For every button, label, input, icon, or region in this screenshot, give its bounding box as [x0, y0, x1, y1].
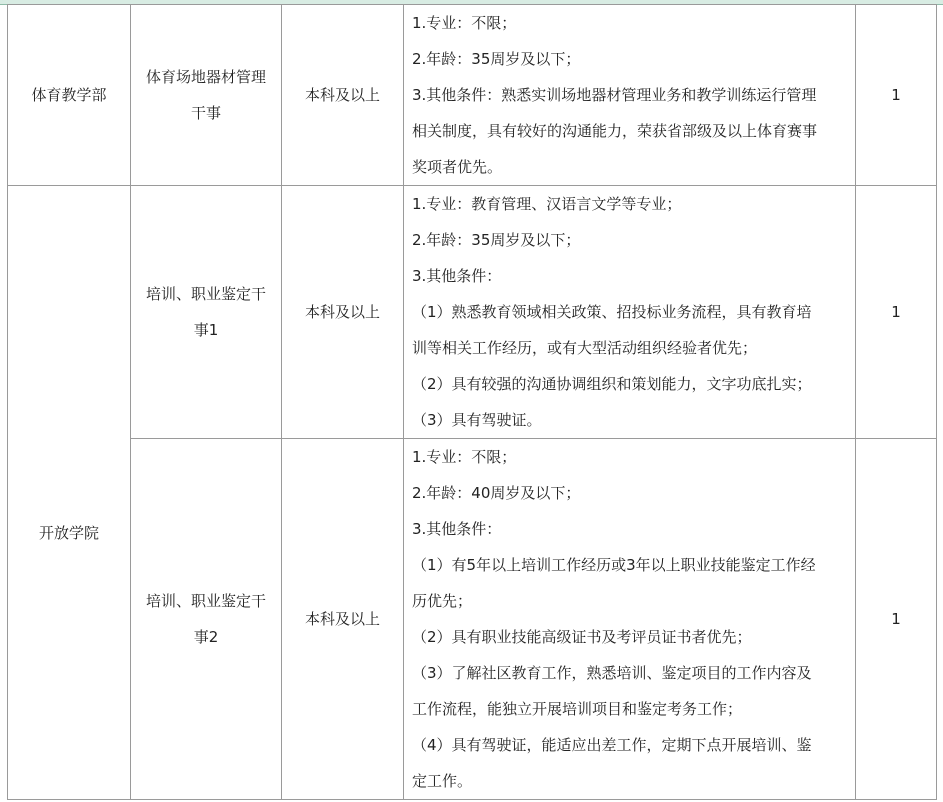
headcount-value: 1	[891, 610, 901, 628]
position-cell	[131, 186, 282, 439]
requirements-cell	[404, 186, 856, 439]
requirements-cell	[404, 439, 856, 800]
headcount-value: 1	[891, 86, 901, 104]
requirement-line: 1.专业：不限；	[412, 448, 517, 466]
requirement-line: 相关制度，具有较好的沟通能力，荣获省部级及以上体育赛事	[412, 122, 818, 140]
requirement-line: 2.年龄：40周岁及以下；	[412, 484, 581, 502]
position-line: 事2	[193, 628, 219, 646]
requirement-line: 1.专业：教育管理、汉语言文学等专业；	[412, 195, 682, 213]
education-cell	[282, 186, 404, 439]
requirement-line: （3）具有驾驶证。	[412, 411, 542, 429]
department-cell	[8, 5, 131, 186]
table-row	[8, 186, 937, 439]
requirement-line: 3.其他条件：	[412, 267, 502, 285]
requirement-line: （2）具有职业技能高级证书及考评员证书者优先；	[412, 628, 752, 646]
requirement-line: （2）具有较强的沟通协调组织和策划能力，文字功底扎实；	[412, 375, 812, 393]
requirement-line: （1）熟悉教育领域相关政策、招投标业务流程，具有教育培	[412, 303, 812, 321]
headcount-value: 1	[891, 303, 901, 321]
table-row	[8, 5, 937, 186]
requirement-line: 3.其他条件：熟悉实训场地器材管理业务和教学训练运行管理	[412, 86, 817, 104]
requirement-line: 2.年龄：35周岁及以下；	[412, 50, 581, 68]
headcount-cell	[856, 186, 937, 439]
department-cell	[8, 186, 131, 800]
requirement-line: 3.其他条件：	[412, 520, 502, 538]
requirement-line: 定工作。	[412, 772, 473, 790]
headcount-cell	[856, 5, 937, 186]
position-line: 事1	[193, 321, 219, 339]
headcount-cell	[856, 439, 937, 800]
education-label: 本科及以上	[304, 86, 380, 104]
requirement-line: 2.年龄：35周岁及以下；	[412, 231, 581, 249]
position-line: 干事	[190, 104, 221, 122]
position-line: 体育场地器材管理	[145, 68, 266, 86]
position-cell	[131, 439, 282, 800]
education-cell	[282, 5, 404, 186]
requirement-line: （1）有5年以上培训工作经历或3年以上职业技能鉴定工作经	[412, 556, 816, 574]
requirement-line: 工作流程，能独立开展培训项目和鉴定考务工作；	[412, 700, 743, 718]
requirement-line: 训等相关工作经历，或有大型活动组织经验者优先；	[412, 339, 758, 357]
table-row	[8, 439, 937, 800]
requirement-line: 1.专业：不限；	[412, 14, 517, 32]
department-label: 开放学院	[38, 523, 99, 542]
education-label: 本科及以上	[304, 303, 380, 321]
position-line: 培训、职业鉴定干	[145, 285, 266, 303]
requirement-line: 历优先；	[412, 592, 473, 610]
education-label: 本科及以上	[304, 610, 380, 628]
requirement-line: （3）了解社区教育工作，熟悉培训、鉴定项目的工作内容及	[412, 664, 812, 682]
position-line: 培训、职业鉴定干	[145, 592, 266, 610]
position-cell	[131, 5, 282, 186]
department-label: 体育教学部	[31, 86, 107, 104]
requirement-line: 奖项者优先。	[412, 158, 503, 176]
education-cell	[282, 439, 404, 800]
recruitment-table	[7, 4, 937, 800]
requirements-cell	[404, 5, 856, 186]
requirement-line: （4）具有驾驶证，能适应出差工作，定期下点开展培训、鉴	[412, 736, 812, 754]
